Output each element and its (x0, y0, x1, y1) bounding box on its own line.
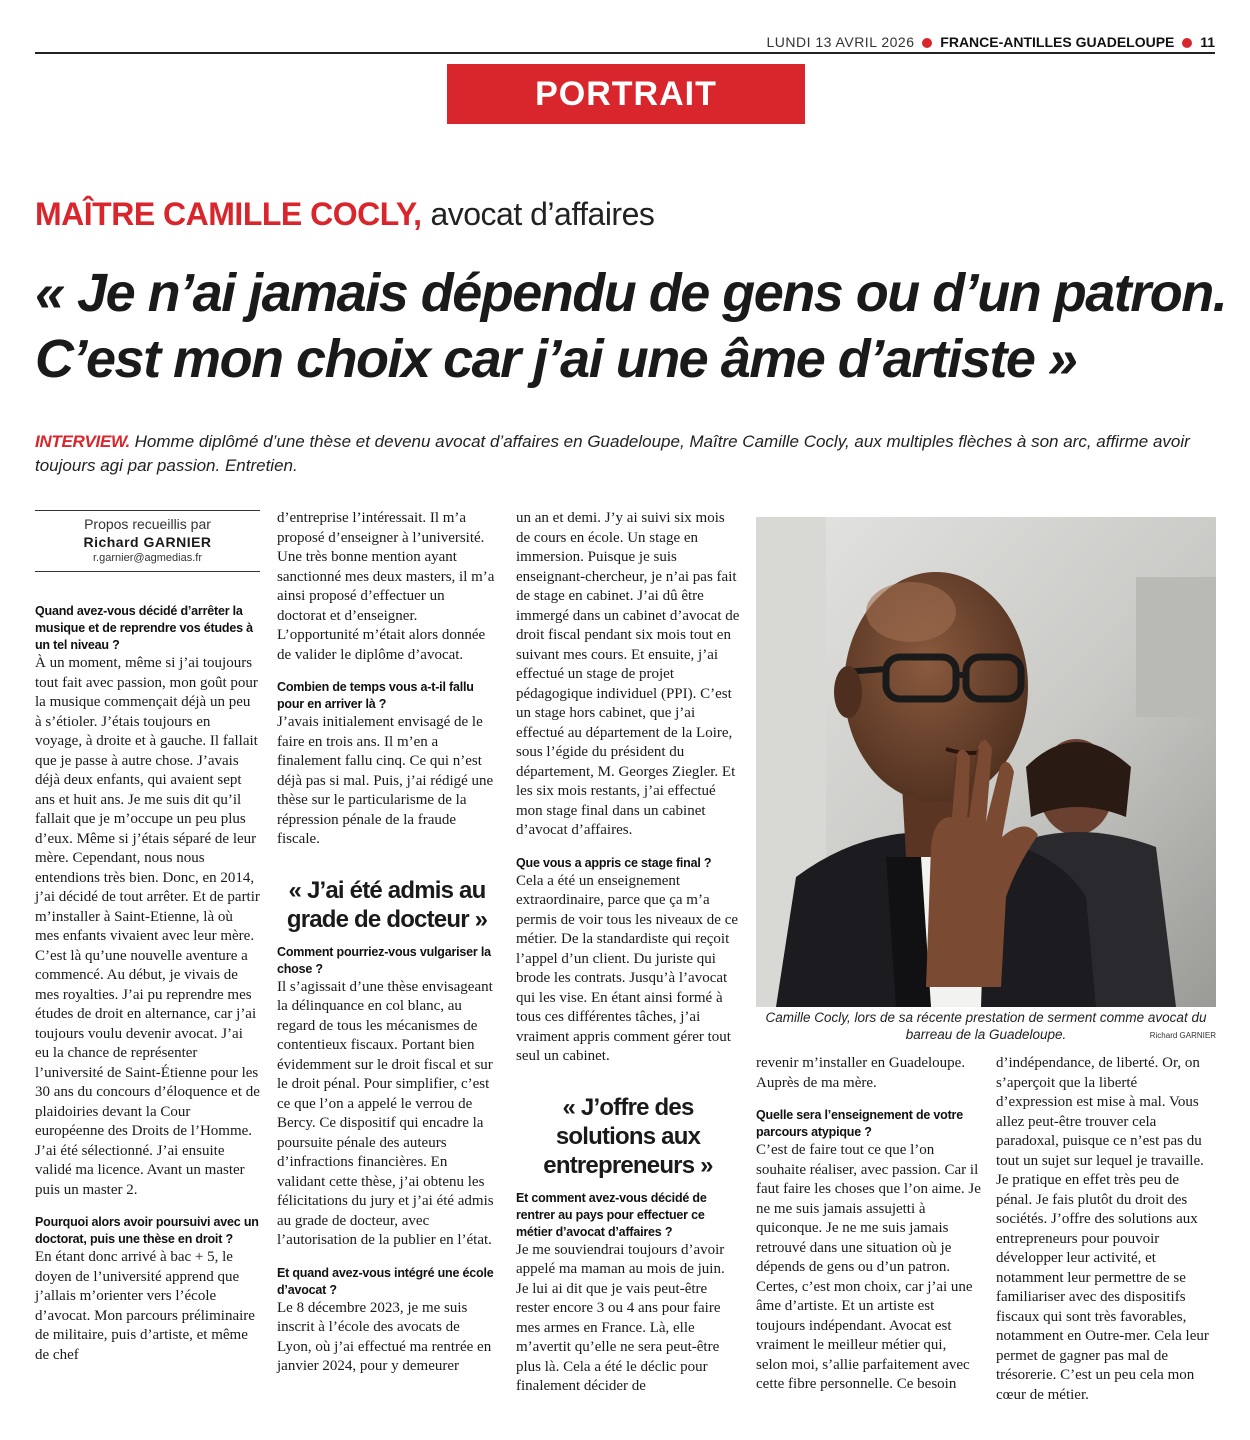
byline-intro: Propos recueillis par (84, 516, 211, 532)
issue-date: LUNDI 13 AVRIL 2026 (766, 34, 915, 50)
answer: Il s’agissait d’une thèse envisageant la délinquance en col blanc, au regard de tous les mécanismes de contentieux fiscaux. Portant bien évidemment sur le droit fiscal et sur le droit pénal. Pour simplifier, c’est ce que l’on a appelé le verrou de Bercy. Ce dispositif qui encadre la poursuite pénale des auteurs d’infractions financières. En validant cette thèse, j’ai obtenu les félicitations du jury et j’ai été admis au grade de docteur, avec l’autorisation de la publier en l’état. (277, 978, 494, 1248)
headline-line-1: « Je n’ai jamais dépendu de gens ou d’un patron. (35, 263, 1227, 323)
article-kicker (35, 192, 654, 236)
photo-credit: Richard GARNIER (1149, 1031, 1216, 1040)
section-label: PORTRAIT (447, 64, 805, 124)
question: Quand avez-vous décidé d’arrêter la musique et de reprendre vos études à un tel niveau ? (35, 604, 253, 652)
byline-email[interactable]: r.garnier@agmedias.fr (93, 552, 202, 564)
headline-line-2: C’est mon choix car j’ai une âme d’artiste » (35, 329, 1077, 389)
byline-author: Richard GARNIER (83, 534, 212, 550)
text-column-3 (516, 509, 740, 1411)
answer: À un moment, même si j’ai toujours tout fait avec passion, mon goût pour la musique commençait déjà un peu à s’étioler. J’étais toujours en voyage, à droite et à gauche. Il fallait que je passe à autre chose. J’avais déjà deux enfants, qui avaient sept ans et huit ans. Je me suis dit qu’il fallait que je m’occupe un peu plus d’eux. Même si j’étais séparé de leur mère. Cependant, nous nous entendions très bien. Donc, en 2014, j’ai décidé de tout arrêter. Et de partir m’installer à Saint-Etienne, là où mes enfants vivaient avec leur mère. C’est là qu’une nouvelle aventure a commencé. Au début, je vivais de mes royalties. J’ai pu reprendre mes études de droit en alternance, car j’ai toujours voulu devenir avocat. J’ai eu la chance de représenter l’université de Saint-Étienne pour les 30 ans du concours d’éloquence et de plaidoiries devant la Cour européenne des Droits de l’Homme. J’ai été sélectionné. J’ai ensuite validé ma licence. Avant un master puis un master 2. (35, 655, 260, 1198)
lead-text: Homme diplômé d’une thèse et devenu avocat d’affaires en Guadeloupe, Maître Camille Cocly, aux multiples flèches à son arc, affirme avoir toujours agi par passion. Entretien. (35, 432, 1190, 475)
photo-caption: Camille Cocly, lors de sa récente prestation de serment comme avocat du barreau de la Guadeloupe. (765, 1010, 1207, 1042)
page-number: 11 (1200, 34, 1215, 50)
question: Et comment avez-vous décidé de rentrer au pays pour effectuer ce métier d’avocat d’affaires ? (516, 1190, 707, 1239)
article-lead (35, 430, 1215, 478)
newspaper-name: FRANCE-ANTILLES GUADELOUPE (940, 34, 1175, 50)
lead-label: INTERVIEW. (35, 432, 130, 451)
portrait-photo (756, 517, 1216, 1007)
answer: C’est de faire tout ce que l’on souhaite réaliser, avec passion. Car il faut faire les choses que l’on aime. Je ne me suis jamais assujetti à quiconque. Je ne me suis jamais retrouvé dans une situation où je dépends de gens ou d’un patron. Certes, c’est mon choix, car j’ai une âme d’artiste. Et un artiste est toujours indépendant. Avocat est vraiment le meilleur métier qui, selon moi, s’allie parfaitement avec cette fibre personnelle. Ce besoin (756, 1142, 981, 1392)
text-column-1 (35, 603, 260, 1379)
byline (35, 510, 260, 572)
pull-quote: « J’ai été admis au grade de docteur » (286, 876, 488, 933)
answer: Je me souviendrai toujours d’avoir appelé ma maman au mois de juin. Je lui ai dit que je vais peut-être rester encore 3 ou 4 ans pour faire mes armes en France. Là, elle m’avertit qu’elle ne sera peut-être plus là. Cela a été le déclic pour finalement décider de (516, 1241, 725, 1394)
answer: Le 8 décembre 2023, je me suis inscrit à l’école des avocats de Lyon, où j’ai effectué ma rentrée en janvier 2024, pour y demeurer (277, 1299, 492, 1374)
question: Comment pourriez-vous vulgariser la chose ? (277, 944, 491, 976)
page-header (35, 30, 1215, 54)
text-column-2 (277, 509, 497, 1391)
answer: revenir m’installer en Guadeloupe. Auprès de ma mère. (756, 1055, 966, 1091)
question: Pourquoi alors avoir poursuivi avec un doctorat, puis une thèse en droit ? (35, 1215, 259, 1246)
red-dot-icon (922, 38, 932, 48)
portrait-illustration (756, 517, 1216, 1007)
answer: En étant donc arrivé à bac + 5, le doyen de l’université apprend que j’allais m’orienter vers l’école d’avocat. Mon parcours préliminaire de militaire, puis d’artiste, et même de chef (35, 1249, 255, 1363)
answer: d’indépendance, de liberté. Or, on s’aperçoit que la liberté d’expression est mise à mal. Vous allez peut-être trouver cela paradoxal, puisque ce n’est pas du tout un sujet sur lequel je travaille. Je pratique en effet très peu de pénal. Je fais plutôt du droit des sociétés. J’offre des solutions aux entrepreneurs pour pouvoir développer leur activité, et notamment leur permettre de se familiariser avec des dispositifs fiscaux qui sont très favorables, notamment en Outre-mer. Cela leur permet de gagner pas mal de trésorerie. C’est un peu cela mon cœur de métier. (996, 1055, 1209, 1403)
text-column-5 (996, 1054, 1216, 1419)
subject-name: MAÎTRE CAMILLE COCLY, (35, 196, 422, 232)
red-dot-icon (1182, 38, 1192, 48)
question: Combien de temps vous a-t-il fallu pour en arriver là ? (277, 680, 474, 711)
pull-quote: « J’offre des solutions aux entrepreneurs » (543, 1093, 713, 1179)
answer: J’avais initialement envisagé de le faire en trois ans. Il m’en a finalement fallu cinq. Ce qui n’est déjà pas si mal. Puis, j’ai rédigé une thèse sur le particularisme de la répression pénale de la fraude fiscale. (277, 714, 494, 847)
question: Quelle sera l’enseignement de votre parcours atypique ? (756, 1108, 963, 1139)
subject-role: avocat d’affaires (430, 196, 655, 232)
question: Que vous a appris ce stage final ? (516, 855, 712, 870)
answer: un an et demi. J’y ai suivi six mois de cours en école. Un stage en immersion. Puisque je suis enseignant-chercheur, je n’ai pas fait de stage en cabinet. J’ai dû être immergé dans un cabinet d’avocat de droit fiscal pendant six mois tout en suivant mes cours. Et ensuite, j’ai effectué un stage de projet pédagogique individuel (PPI). C’est un stage hors cabinet, que j’ai effectué au département de la Loire, sous l’égide du président du département, M. Georges Ziegler. Et les six mois restants, j’ai effectué mon stage final dans un cabinet d’avocat d’affaires. (516, 510, 740, 838)
answer: d’entreprise l’intéressait. Il m’a proposé d’enseigner à l’université. Une très bonne mention ayant sanctionné mes deux masters, il m’a ainsi proposé d’effectuer un doctorat et d’enseigner. L’opportunité m’était alors donnée de valider le diplôme d’avocat. (277, 510, 495, 663)
text-column-4 (756, 1054, 981, 1409)
article-headline (35, 260, 1225, 392)
question: Et quand avez-vous intégré une école d’avocat ? (277, 1265, 494, 1297)
answer: Cela a été un enseignement extraordinaire, parce que ça m’a permis de voir tous les niveaux de ce métier. De la standardiste qui reçoit l’appel d’un client. Du juriste qui brode les contrats. Jusqu’à l’avocat qui les vise. En étant ainsi formé à tous ces différentes tâches, j’ai vraiment appris comment gérer tout seul un cabinet. (516, 872, 739, 1064)
